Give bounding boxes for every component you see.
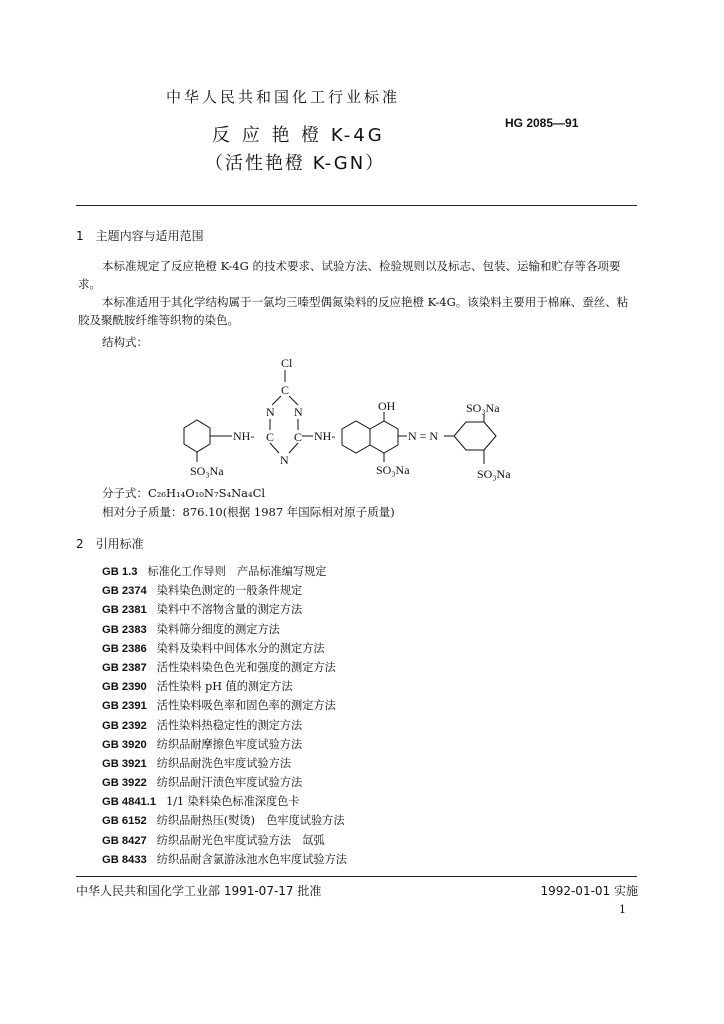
bond-c-n-left bbox=[272, 396, 281, 405]
section-1-heading: 1 主题内容与适用范围 bbox=[76, 229, 204, 243]
section-2-heading: 2 引用标准 bbox=[76, 537, 144, 551]
reference-item: GB 2392 活性染料热稳定性的测定方法 bbox=[102, 718, 303, 732]
reference-item: GB 3922 纺织品耐汗渍色牢度试验方法 bbox=[102, 776, 303, 790]
reference-item: GB 4841.1 1/1 染料染色标准深度色卡 bbox=[102, 795, 300, 809]
nh-left-label: NH- bbox=[233, 429, 255, 443]
reference-item: GB 3920 纺织品耐摩擦色牢度试验方法 bbox=[102, 737, 303, 751]
reference-list bbox=[102, 563, 347, 870]
bond-c-n-bottom-right bbox=[289, 443, 298, 453]
naphthalene-right-ring bbox=[370, 421, 398, 453]
n-bottom-label: N bbox=[280, 453, 289, 467]
n-left-label: N bbox=[266, 405, 275, 419]
naphthalene-left-ring bbox=[342, 421, 370, 453]
c-top-label: C bbox=[281, 383, 290, 397]
section-1-paragraph-1: 本标准规定了反应艳橙 K-4G 的技术要求、试验方法、检验规则以及标志、包装、运输和贮存等各项要求。 bbox=[78, 259, 621, 291]
left-benzene-ring bbox=[184, 420, 210, 452]
cl-label: Cl bbox=[281, 356, 293, 370]
bond-c-n-right bbox=[289, 396, 298, 405]
issuing-organization: 中华人民共和国化工行业标准 bbox=[166, 88, 401, 106]
n-right-label: N bbox=[294, 405, 303, 419]
reference-item: GB 1.3 标准化工作导则 产品标准编写规定 bbox=[102, 565, 327, 578]
bond-c-n-bottom-left bbox=[270, 443, 279, 453]
molecular-formula: 分子式：C₂₆H₁₄O₁₀N₇S₄Na₄Cl bbox=[102, 486, 266, 500]
so3na-mid-label: SO₃Na bbox=[376, 463, 410, 477]
reference-item: GB 2383 染料筛分细度的测定方法 bbox=[102, 622, 280, 636]
structural-formula bbox=[170, 350, 540, 485]
molecular-weight: 相对分子质量：876.10(根据 1987 年国际相对原子质量) bbox=[102, 505, 395, 519]
reference-item: GB 6152 纺织品耐热压(熨烫) 色牢度试验方法 bbox=[102, 814, 345, 828]
reference-item: GB 8427 纺织品耐光色牢度试验方法 氙弧 bbox=[102, 833, 325, 847]
structure-label: 结构式： bbox=[102, 335, 148, 349]
so3na-left-label: SO₃Na bbox=[190, 464, 224, 478]
section-1-paragraph-2: 本标准适用于其化学结构属于一氯均三嗪型偶氮染料的反应艳橙 K-4G。该染料主要用于棉麻、蚕丝、粘胶及聚酰胺纤维等织物的染色。 bbox=[78, 295, 629, 327]
reference-item: GB 2387 活性染料染色色光和强度的测定方法 bbox=[102, 660, 336, 674]
reference-item: GB 2381 染料中不溶物含量的测定方法 bbox=[102, 603, 303, 617]
effective-date: 1992-01-01 实施 bbox=[540, 884, 638, 898]
reference-item: GB 2391 活性染料吸色率和固色率的测定方法 bbox=[102, 699, 336, 713]
approval-date: 中华人民共和国化学工业部 1991-07-17 批准 bbox=[76, 884, 322, 898]
header-rule bbox=[76, 205, 637, 206]
right-benzene-ring bbox=[454, 422, 496, 450]
page-number: 1 bbox=[619, 903, 626, 916]
reference-item: GB 8433 纺织品耐含氯游泳池水色牢度试验方法 bbox=[102, 852, 347, 866]
oh-label: OH bbox=[378, 399, 396, 413]
standard-code: HG 2085—91 bbox=[505, 116, 579, 130]
standard-title: 反 应 艳 橙 K-4G bbox=[212, 125, 385, 146]
azo-label: N = N bbox=[408, 429, 439, 443]
standard-subtitle: （活性艳橙 K-GN） bbox=[205, 153, 386, 174]
so3na-top-right-label: SO₃Na bbox=[466, 401, 500, 415]
reference-item: GB 3921 纺织品耐洗色牢度试验方法 bbox=[102, 756, 292, 770]
reference-item: GB 2390 活性染料 pH 值的测定方法 bbox=[102, 680, 293, 694]
reference-item: GB 2374 染料染色测定的一般条件规定 bbox=[102, 584, 303, 598]
so3na-bottom-right-label: SO₃Na bbox=[477, 467, 511, 481]
c-left-label: C bbox=[266, 430, 275, 444]
footer-rule bbox=[76, 876, 637, 877]
c-right-label: C bbox=[294, 430, 303, 444]
nh-right-label: NH- bbox=[314, 429, 336, 443]
reference-item: GB 2386 染料及染料中间体水分的测定方法 bbox=[102, 641, 325, 655]
